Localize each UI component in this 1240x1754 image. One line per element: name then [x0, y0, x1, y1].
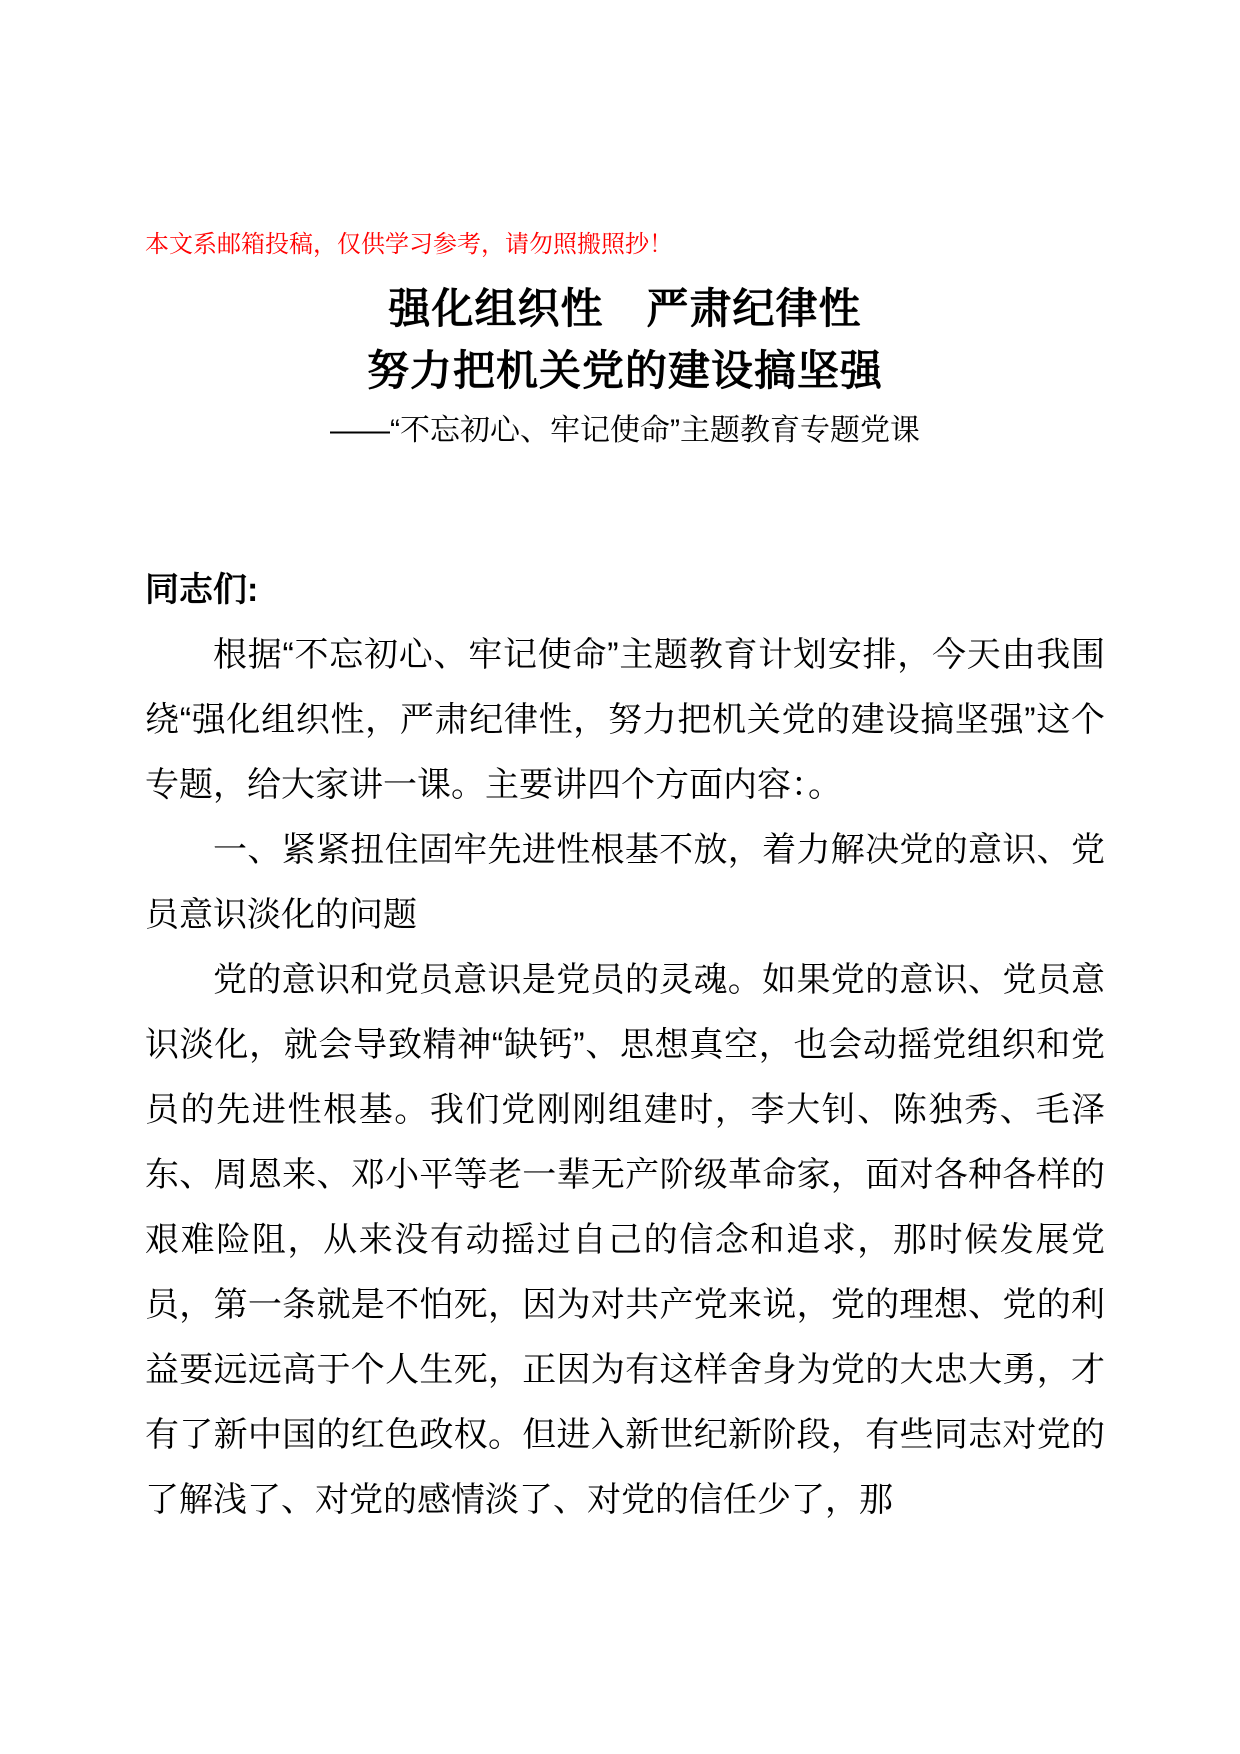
document-subtitle: ——“不忘初心、牢记使命”主题教育专题党课: [330, 414, 920, 447]
paragraph-section-content: 党的意识和党员意识是党员的灵魂。如果党的意识、党员意识淡化，就会导致精神“缺钙”、思想真空，也会动摇党组织和党员的先进性根基。我们党刚刚组建时，李大钊、陈独秀、毛泽东、周恩来、邓小平等老一辈无产阶级革命家，面对各种各样的艰难险阻，从来没有动摇过自己的信念和追求，那时候发展党员，第一条就是不怕死，因为对共产党来说，党的理想、党的利益要远远高于个人生死，正因为有这样舍身为党的大忠大勇，才有了新中国的红色政权。但进入新世纪新阶段，有些同志对党的了解浅了、对党的感情淡了、对党的信任少了，那: [145, 961, 1105, 1519]
salutation: 同志们:: [145, 571, 259, 609]
document-title: [145, 278, 1105, 402]
title-line-2: 努力把机关党的建设搞坚强: [366, 347, 883, 394]
title-line-1: 强化组织性 严肃纪律性: [388, 285, 862, 332]
paragraph-section-heading: 一、紧紧扭住固牢先进性根基不放，着力解决党的意识、党员意识淡化的问题: [145, 831, 1105, 934]
paragraph-intro: 根据“不忘初心、牢记使命”主题教育计划安排，今天由我围绕“强化组织性，严肃纪律性，努力把机关党的建设搞坚强”这个专题，给大家讲一课。主要讲四个方面内容：。: [145, 636, 1105, 804]
document-body: [145, 623, 1105, 1533]
disclaimer-note: 本文系邮箱投稿，仅供学习参考，请勿照搬照抄！: [145, 231, 673, 258]
